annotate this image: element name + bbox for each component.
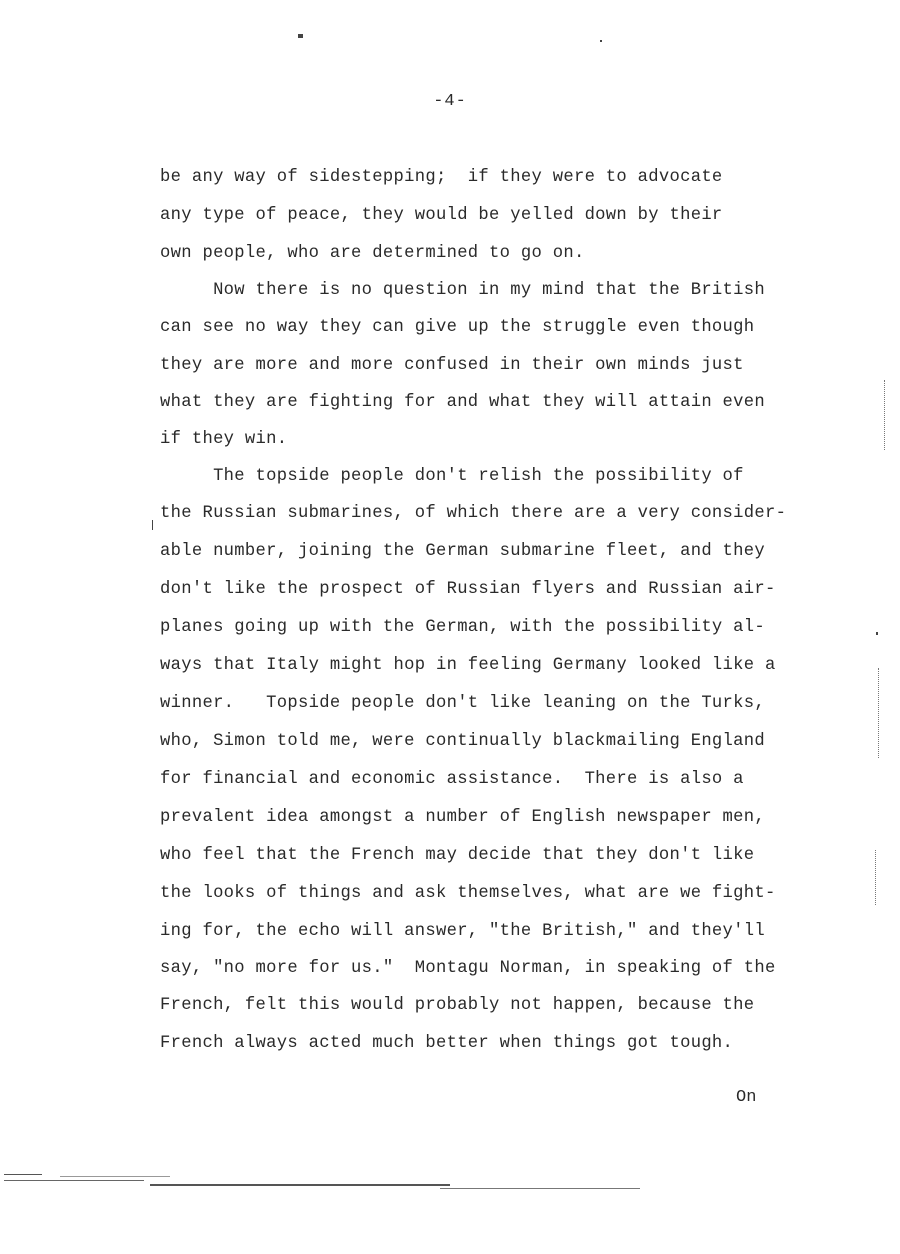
scan-speck	[152, 520, 153, 530]
text-line: French always acted much better when things got tough.	[160, 1034, 734, 1053]
scan-speck	[600, 40, 602, 42]
text-line: planes going up with the German, with the possibility al-	[160, 618, 766, 637]
text-line: the looks of things and ask themselves, what are we fight-	[160, 884, 776, 903]
scan-speck	[298, 34, 303, 38]
page-number: -4-	[433, 92, 467, 111]
scan-speck	[876, 632, 878, 635]
margin-mark	[884, 380, 886, 450]
text-line: ing for, the echo will answer, "the British," and they'll	[160, 922, 766, 941]
text-line: for financial and economic assistance. There is also a	[160, 770, 744, 789]
text-line: able number, joining the German submarine fleet, and they	[160, 542, 766, 561]
text-line: can see no way they can give up the struggle even though	[160, 318, 755, 337]
text-line: winner. Topside people don't like leaning on the Turks,	[160, 694, 766, 713]
text-line: if they win.	[160, 430, 288, 449]
scan-rule	[60, 1176, 170, 1177]
margin-mark	[878, 668, 880, 758]
margin-mark	[875, 850, 877, 905]
text-line: French, felt this would probably not happen, because the	[160, 996, 755, 1015]
text-line: don't like the prospect of Russian flyers and Russian air-	[160, 580, 776, 599]
text-line: be any way of sidestepping; if they were to advocate	[160, 168, 723, 187]
text-line: who feel that the French may decide that they don't like	[160, 846, 755, 865]
text-line: The topside people don't relish the possibility of	[160, 467, 744, 486]
text-line: they are more and more confused in their own minds just	[160, 356, 744, 375]
text-line: what they are fighting for and what they will attain even	[160, 393, 766, 412]
catchword: On	[736, 1088, 757, 1107]
text-line: any type of peace, they would be yelled down by their	[160, 206, 723, 225]
text-line: ways that Italy might hop in feeling Germany looked like a	[160, 656, 776, 675]
scan-rule	[4, 1180, 144, 1181]
scan-rule	[4, 1174, 42, 1175]
text-line: prevalent idea amongst a number of English newspaper men,	[160, 808, 766, 827]
scan-rule	[440, 1188, 640, 1189]
text-line: say, "no more for us." Montagu Norman, in speaking of the	[160, 959, 776, 978]
text-line: Now there is no question in my mind that the British	[160, 281, 766, 300]
scan-rule	[150, 1184, 450, 1186]
text-line: the Russian submarines, of which there are a very consider-	[160, 504, 787, 523]
text-line: own people, who are determined to go on.	[160, 244, 585, 263]
text-line: who, Simon told me, were continually blackmailing England	[160, 732, 766, 751]
